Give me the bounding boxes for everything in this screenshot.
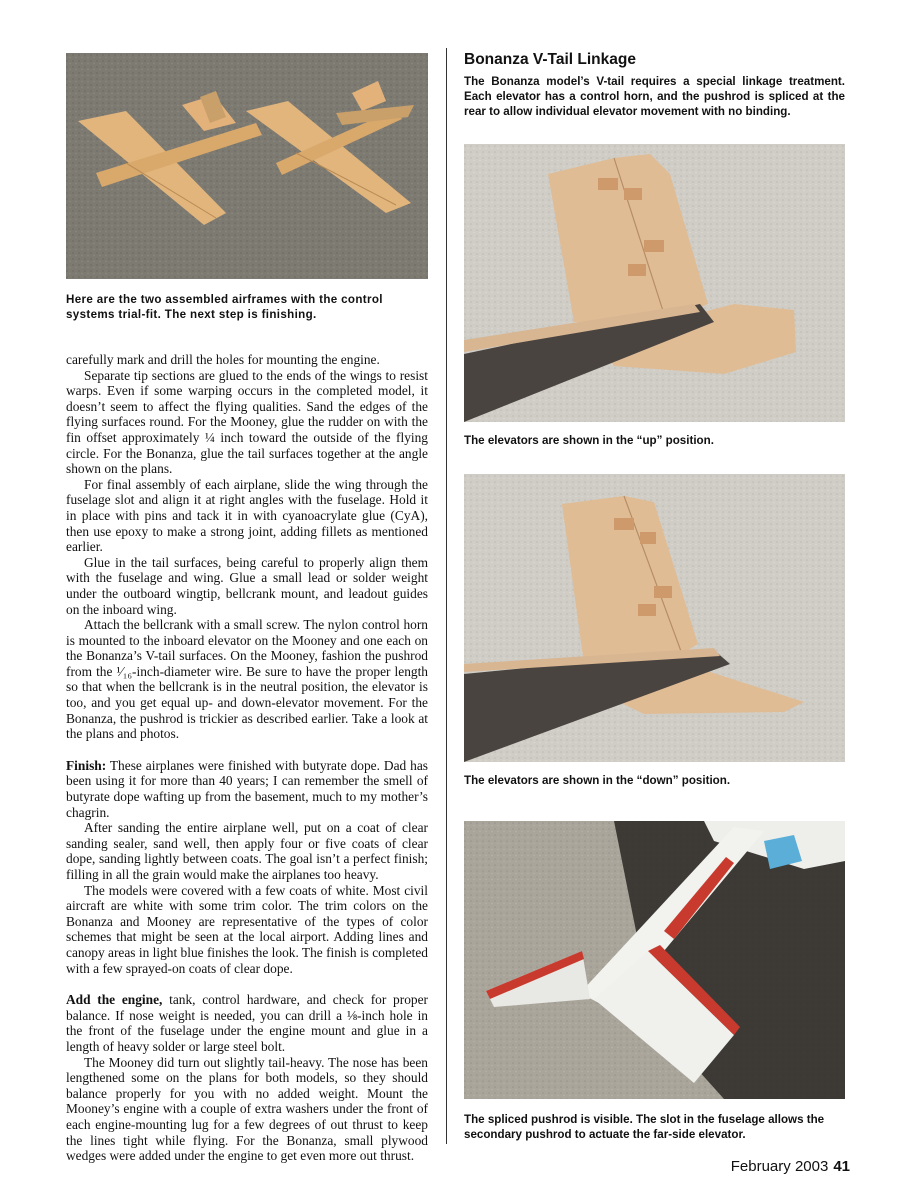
column-divider [446, 48, 447, 1144]
page-number: 41 [833, 1158, 850, 1175]
elevators-up-photo [464, 144, 845, 422]
body-paragraph: The models were covered with a few coats of white. Most civil aircraft are white with some trim color. The trim colors on the Bonanza and Mooney are representative of the types of color schemes that might be seen at the local airport. Adding lines and canopy areas in light blue finishes the look. The finish is completed with a few sprayed-on coats of clear dope. [66, 882, 428, 976]
article-body-left [66, 352, 428, 1164]
finish-section [66, 758, 428, 820]
body-paragraph: Attach the bellcrank with a small screw. The nylon control horn is mounted to the inboard elevator on the Mooney and one each on the Bonanza’s V-tail surfaces. On the Mooney, fashion the pushrod from the ¹⁄₁₆-inch-diameter wire. Be sure to have the proper length so that when the bellcrank is in the neutral position, the elevator is too, and you get equal up- and down-elevator movement. For the Bonanza, the pushrod is trickier as described earlier. Take a look at the plans and photos. [66, 617, 428, 742]
elevators-down-photo [464, 474, 845, 762]
body-paragraph: After sanding the entire airplane well, put on a coat of clear sanding sealer, sand well, then apply four or five coats of clear dope, sanding lightly between coats. The goal isn’t a perfect finish; filling in all the grain would make the airplanes too heavy. [66, 820, 428, 882]
airframes-photo [66, 53, 428, 279]
body-paragraph: The Mooney did turn out slightly tail-heavy. The nose has been lengthened some on the plans for both models, so they should balance properly for you with no added weight. Mount the Mooney’s engine with a couple of extra washers under the front of each engine-mounting lug for a few degrees of out thrust to keep the lines tight while flying. For the Bonanza, small plywood wedges were added under the engine to get even more out thrust. [66, 1054, 428, 1164]
airframes-caption: Here are the two assembled airframes with the control systems trial-fit. The next step is finishing. [66, 293, 383, 321]
sidebar-intro: The Bonanza model’s V-tail requires a special linkage treatment. Each elevator has a control horn, and the pushrod is spliced at the rear to allow individual elevator movement with no binding. [464, 75, 845, 118]
sidebar-title: Bonanza V-Tail Linkage [464, 51, 636, 68]
body-paragraph: For final assembly of each airplane, slide the wing through the fuselage slot and align it at right angles with the fuselage. Hold it in place with pins and tack it in with cyanoacrylate glue (CyA), then use epoxy to make a strong joint, adding fillets as mentioned earlier. [66, 476, 428, 555]
engine-section [66, 992, 428, 1054]
pushrod-caption: The spliced pushrod is visible. The slot in the fuselage allows the secondary pushrod to actuate the far-side elevator. [464, 1113, 825, 1141]
elevators-down-caption: The elevators are shown in the “down” position. [464, 774, 731, 787]
pushrod-photo [464, 821, 845, 1099]
finish-heading: Finish: [66, 757, 107, 773]
issue-date: February 2003 [730, 1158, 829, 1175]
finish-text: These airplanes were finished with butyrate dope. Dad has been using it for more than 40 years; I can remember the smell of butyrate dope wafting up from the basement, much to my mother’s chagrin. [66, 757, 428, 820]
body-paragraph: carefully mark and drill the holes for mounting the engine. [66, 352, 380, 367]
body-paragraph: Separate tip sections are glued to the ends of the wings to resist warps. Even if some warping occurs in the completed model, it doesn’t seem to affect the flying qualities. Sand the edges of the flying surfaces round. For the Mooney, glue the rudder on with the fin offset approximately ¼ inch toward the outside of the flying circle. For the Bonanza, glue the tail surfaces together at the angle shown on the plans. [66, 367, 428, 477]
engine-text: tank, control hardware, and check for proper balance. If nose weight is needed, you can drill a ⅛-inch hole in the front of the fuselage under the engine mount and glue in a length of heavy solder or large steel bolt. [66, 992, 428, 1054]
body-paragraph: Glue in the tail surfaces, being careful to properly align them with the fuselage and wing. Glue a small lead or solder weight under the outboard wingtip, bellcrank mount, and leadout guides on the inboard wing. [66, 554, 428, 617]
page-folio [731, 1158, 850, 1175]
engine-heading: Add the engine, [66, 992, 163, 1008]
elevators-up-caption: The elevators are shown in the “up” position. [464, 434, 714, 447]
